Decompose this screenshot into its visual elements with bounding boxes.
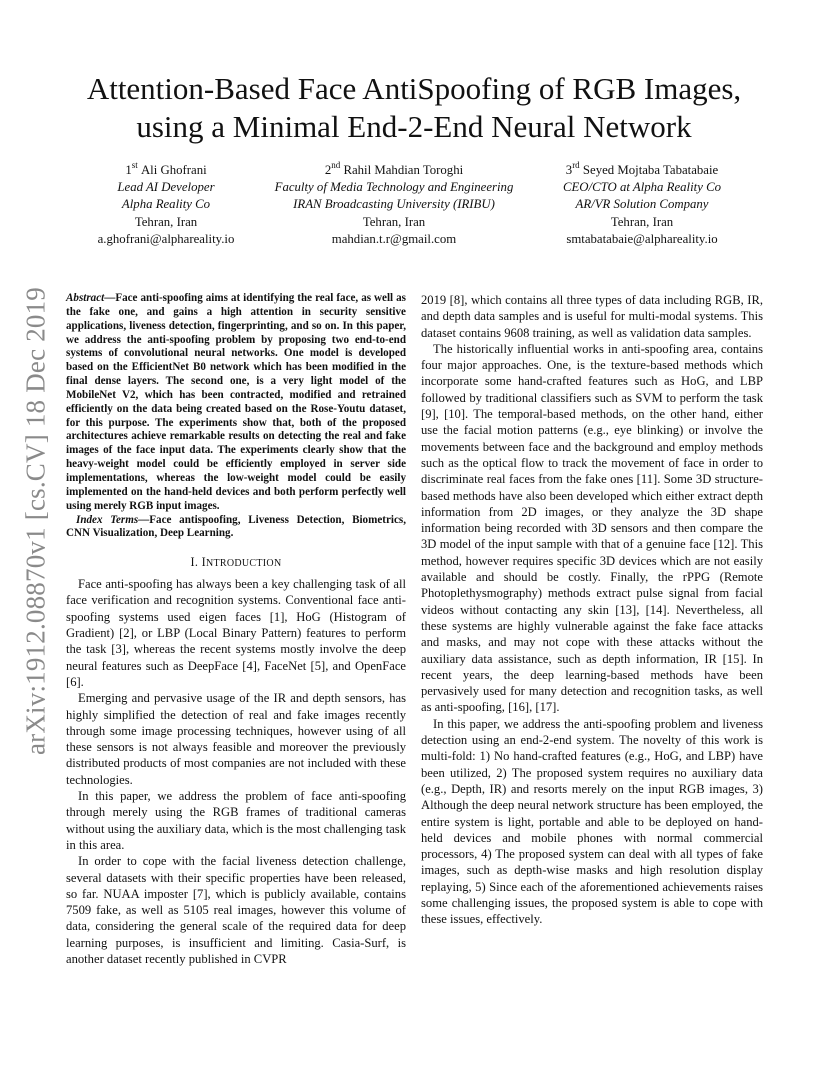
author-name: Rahil Mahdian Toroghi	[343, 163, 464, 177]
author-name: Ali Ghofrani	[140, 163, 207, 177]
title-line-2: using a Minimal End-2-End Neural Network	[136, 109, 692, 144]
arxiv-stamp	[22, 283, 50, 758]
author-location: Tehran, Iran	[134, 214, 198, 229]
index-terms	[66, 514, 406, 542]
author-ordinal-suffix: rd	[572, 159, 580, 170]
body-paragraph: 2019 [8], which contains all three types of data including RGB, IR, and depth data samples and is useful for multi-modal systems. This dataset contains 9608 training, as well as validation data samples.	[421, 293, 763, 340]
left-column	[66, 292, 406, 967]
body-paragraph: In this paper, we address the anti-spoofing problem and liveness detection using an end-2-end system. The novelty of this work is multi-fold: 1) No hand-crafted features (e.g., HoG, and LBP) have been utilized, 2) The proposed system requires no auxiliary data (e.g., Depth, IR) and resorts merely on the input RGB images, 3) Although the deep neural network structure has been employed, the entire system is light, portable and able to be deployed on hand-held devices and mobile phones with normal commercial processors, 4) The proposed system can deal with all types of fake images, such as depth-wise masks and high resolution display replaying, 5) Since each of the aforementioned achievements raises some challenging issues, the proposed system is able to cope with these issues, effectively.	[421, 716, 763, 927]
author-email: mahdian.t.r@gmail.com	[331, 231, 457, 246]
author-ordinal: 1	[125, 163, 132, 177]
arxiv-stamp-text: arXiv:1912.08870v1 [cs.CV] 18 Dec 2019	[20, 286, 51, 755]
title-line-1: Attention-Based Face AntiSpoofing of RGB Images,	[86, 71, 742, 106]
author-block	[0, 159, 828, 252]
author-affiliation: CEO/CTO at Alpha Reality Co	[562, 180, 722, 195]
section-number: I.	[190, 555, 199, 570]
body-paragraph: Face anti-spoofing has always been a key challenging task of all face verification and recognition systems. Conventional face anti-spoofing systems used eigen faces [1], HoG (Histogram of Gradient) [2], or LBP (Local Binary Pattern) features to perform the task [3], whereas the recent systems mostly involve the deep neural features such as DeepFace [4], FaceNet [5], and OpenFace [6].	[66, 577, 406, 689]
section-title-initial: I	[201, 555, 206, 570]
author-location: Tehran, Iran	[362, 214, 426, 229]
abstract-lead: Abstract	[66, 292, 105, 304]
author-ordinal-suffix: st	[131, 159, 138, 170]
author-email: a.ghofrani@alphareality.io	[97, 231, 235, 246]
section-heading	[66, 554, 406, 572]
author-affiliation: IRAN Broadcasting University (IRIBU)	[293, 197, 495, 212]
index-terms-body: —Face antispoofing, Liveness Detection, Biometrics, CNN Visualization, Deep Learning.	[66, 513, 406, 540]
author-ordinal: 2	[324, 163, 332, 177]
abstract-body: —Face anti-spoofing aims at identifying the real face, as well as the fake one, and gains a high attention in security sensitive applications, liveness detection, fingerprinting, and so on. In this paper, we address the anti-spoofing problem by proposing two end-to-end systems of convolutional neural networks. One model is developed based on the EfficientNet B0 network which has been modified in the final dense layers. The second one, is a very light model of the MobileNet V2, which has been contracted, modified and retrained efficiently on the data being created based on the Rose-Youtu dataset, for this purpose. The experiments show that, both of the proposed architectures achieve remarkable results on detecting the real and fake images of the face input data. The experiments clearly show that the heavy-weight model could be efficiently employed in server side implementations, whereas the low-weight model could be easily implemented on the hand-held devices and both perform perfectly well using merely RGB input images.	[66, 292, 406, 512]
paper-title	[40, 70, 788, 146]
author-affiliation: Lead AI Developer	[117, 180, 215, 195]
body-paragraph: Emerging and pervasive usage of the IR and depth sensors, has highly simplified the detection of real and fake images recently through some image processing techniques, however using of all these sensors is not always feasible and moreover the previously distributed products of most companies are not included with these technologies.	[66, 691, 406, 787]
author-affiliation: Alpha Reality Co	[121, 197, 211, 212]
abstract	[66, 292, 406, 514]
author-name: Seyed Mojtaba Tabatabaie	[582, 163, 719, 177]
author-email: smtabatabaie@alphareality.io	[566, 231, 718, 246]
body-paragraph: In this paper, we address the problem of face anti-spoofing through merely using the RGB frames of traditional cameras without using the auxiliary data, which is the most challenging task in this area.	[66, 789, 406, 852]
author-ordinal: 3	[565, 163, 573, 177]
author-2	[256, 159, 532, 248]
author-ordinal-suffix: nd	[331, 159, 341, 170]
author-3	[542, 159, 742, 248]
author-affiliation: AR/VR Solution Company	[575, 197, 709, 212]
author-location: Tehran, Iran	[610, 214, 674, 229]
body-paragraph: The historically influential works in anti-spoofing area, contains four major approaches. One, is the texture-based methods which incorporate some hand-crafted features such as HoG, and LBP followed by traditional classifiers such as SVM to perform the task [9], [10]. The temporal-based methods, on the other hand, either use the facial motion patterns (e.g., eye blinking) or involve the movements between face and the background and employ methods such as the optical flow to track the movement of face in order to discriminate real faces from the fake ones [11]. Some 3D structure-based methods have also been developed which either extract depth information from 2D images, or they analyze the 3D shape information being recorded with 3D sensors and then compare the 3D model of the input sample with that of a genuine face [12]. This method, however requires specific 3D devices which are not easily available and should be costly. Finally, the rPPG (Remote Photoplethysmography) methods extract pulse signal from facial videos without contacting any skin [13], [14]. Nevertheless, all these systems are highly vulnerable against the fake face attacks and masks, and may not cope with these attacks without the auxiliary data assistance, such as depth information, IR [15]. In recent years, the deep learning-based methods have been pervasively used for many detection and recognition tasks, as well as anti-spoofing, [16], [17].	[421, 341, 763, 715]
author-affiliation: Faculty of Media Technology and Engineering	[274, 180, 514, 195]
index-terms-lead: Index Terms	[76, 513, 139, 526]
author-1	[86, 159, 246, 248]
body-paragraph: In order to cope with the facial liveness detection challenge, several datasets with their specific properties have been released, so far. NUAA imposter [7], which is publicly available, contains 7509 fake, as well as 5105 real images, however this volume of data, considering the general scale of the required data for deep learning purposes, is insufficient and limiting. Casia-Surf, is another dataset recently published in CVPR	[66, 854, 406, 967]
right-column	[421, 292, 763, 928]
section-title-rest: NTRODUCTION	[205, 558, 282, 570]
